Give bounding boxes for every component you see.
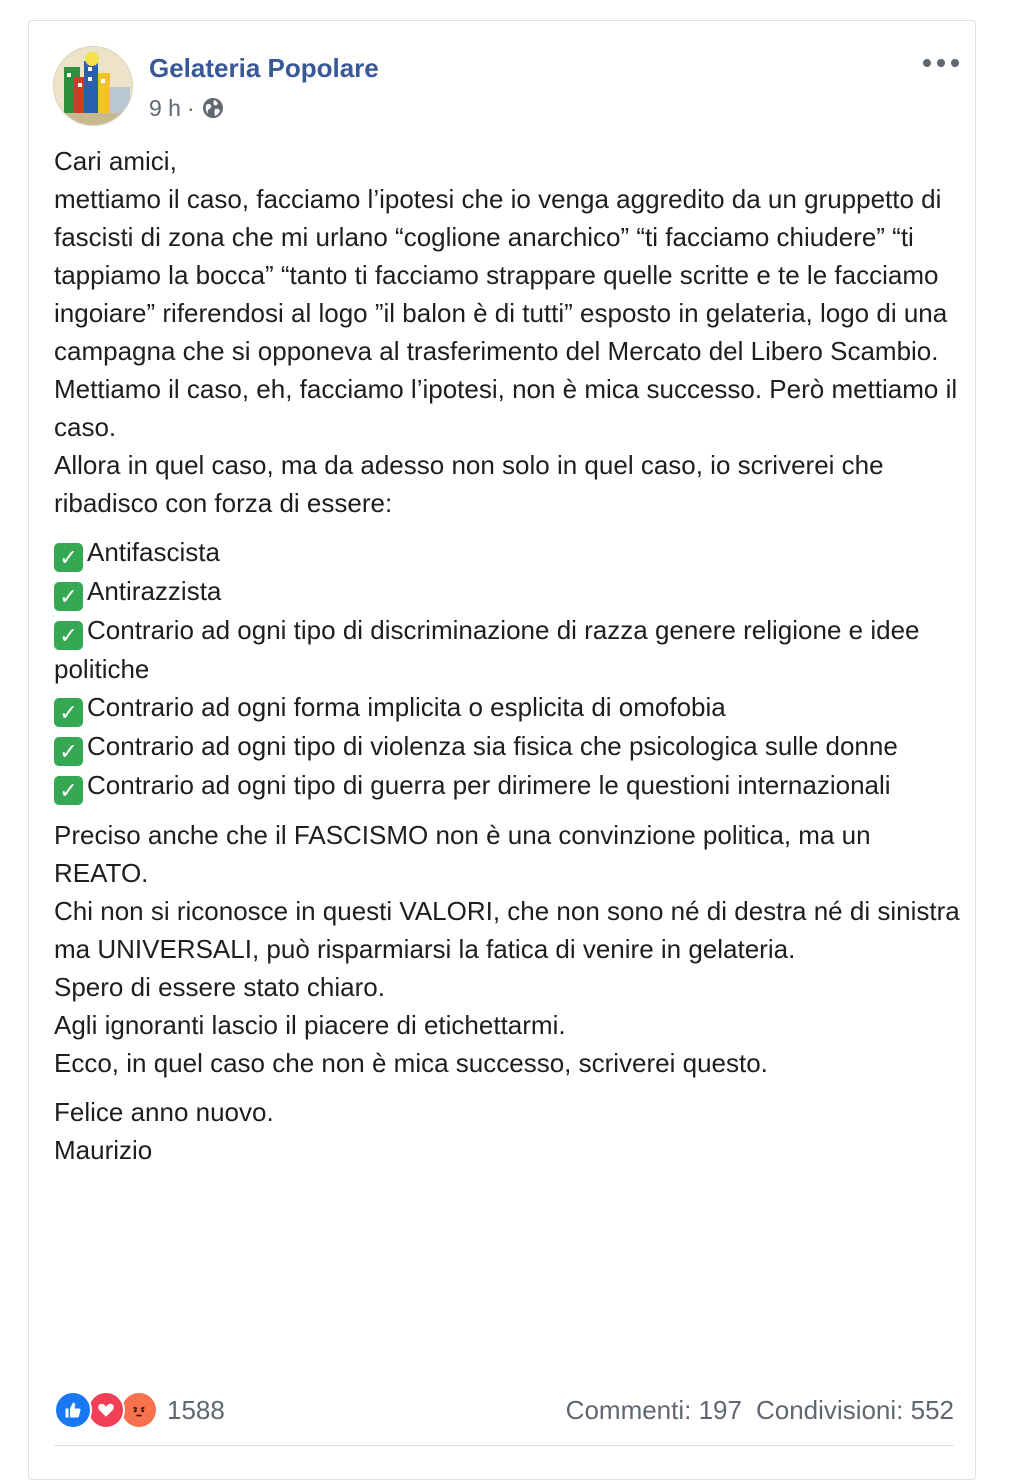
page-avatar[interactable]: [53, 46, 133, 126]
post-line: Ecco, in quel caso che non è mica successo, scriverei questo.: [54, 1048, 768, 1078]
post-card: [28, 20, 976, 1480]
checklist: [54, 533, 964, 805]
post-intro-paragraph: [54, 142, 964, 522]
globe-icon[interactable]: [201, 96, 225, 120]
post-line: mettiamo il caso, facciamo l’ipotesi che io venga aggredito da un gruppetto di fascisti di zona che mi urlano “coglione anarchico” “ti facciamo chiudere” “ti tappiamo la bocca” “tanto ti facciamo strappare quelle scritte e te le facciamo ingoiare” riferendosi al logo ”il balon è di tutti” esposto in gelateria, logo di una campagna che si opponeva al trasferimento del Mercato del Libero Scambio.: [54, 184, 948, 366]
shares-count-link[interactable]: Condivisioni: 552: [755, 1394, 954, 1425]
more-options-button[interactable]: [923, 51, 959, 75]
checklist-item: Antifascista: [87, 537, 220, 567]
author-signature: Maurizio: [54, 1135, 153, 1165]
reaction-count: 1588: [167, 1394, 225, 1425]
post-time[interactable]: 9 h: [149, 94, 181, 121]
check-mark-icon: ✓: [54, 543, 83, 572]
more-options-dot-icon: [937, 59, 945, 67]
more-options-dot-icon: [923, 59, 931, 67]
post-line: Allora in quel caso, ma da adesso non solo in quel caso, io scriverei che: [54, 450, 884, 480]
post-stats: [566, 1391, 954, 1429]
meta-separator: ·: [186, 94, 195, 121]
checklist-item: Contrario ad ogni tipo di violenza sia fisica che psicologica sulle donne: [87, 731, 898, 761]
post-line: Spero di essere stato chiaro.: [54, 972, 385, 1002]
signoff-paragraph: [54, 1093, 964, 1169]
more-options-dot-icon: [951, 59, 959, 67]
check-mark-icon: ✓: [54, 737, 83, 766]
like-reaction-icon: [54, 1391, 92, 1429]
check-mark-icon: ✓: [54, 621, 83, 650]
post-line: Felice anno nuovo.: [54, 1097, 274, 1127]
angry-reaction-icon: [120, 1391, 158, 1429]
post-body: [54, 142, 964, 1180]
avatar-illustration-icon: [54, 47, 133, 126]
closing-paragraph: [54, 816, 964, 1082]
post-line: Mettiamo il caso, eh, facciamo l’ipotesi, non è mica successo. Però mettiamo il caso.: [54, 374, 958, 442]
post-footer: [54, 1391, 954, 1429]
post-line: Chi non si riconosce in questi VALORI, che non sono né di destra né di sinistra ma UNIVERSALI, può risparmiarsi la fatica di venire in gelateria.: [54, 896, 960, 964]
love-reaction-icon: [87, 1391, 125, 1429]
check-mark-icon: ✓: [54, 698, 83, 727]
comments-count-link[interactable]: Commenti: 197: [565, 1394, 742, 1425]
reactions-summary[interactable]: [54, 1391, 225, 1429]
check-mark-icon: ✓: [54, 582, 83, 611]
checklist-item: Contrario ad ogni tipo di discriminazione di razza genere religione e idee politiche: [54, 615, 920, 684]
post-meta: [149, 93, 225, 123]
checklist-item: Contrario ad ogni tipo di guerra per dirimere le questioni internazionali: [87, 770, 891, 800]
post-line: Cari amici,: [54, 146, 177, 176]
page-name-link[interactable]: Gelateria Popolare: [149, 53, 379, 83]
post-line: Preciso anche che il FASCISMO non è una convinzione politica, ma un REATO.: [54, 820, 871, 888]
check-mark-icon: ✓: [54, 776, 83, 805]
post-line: ribadisco con forza di essere:: [54, 488, 393, 518]
footer-divider: [54, 1445, 954, 1446]
checklist-item: Contrario ad ogni forma implicita o esplicita di omofobia: [87, 692, 726, 722]
checklist-item: Antirazzista: [87, 576, 222, 606]
post-line: Agli ignoranti lascio il piacere di etichettarmi.: [54, 1010, 566, 1040]
